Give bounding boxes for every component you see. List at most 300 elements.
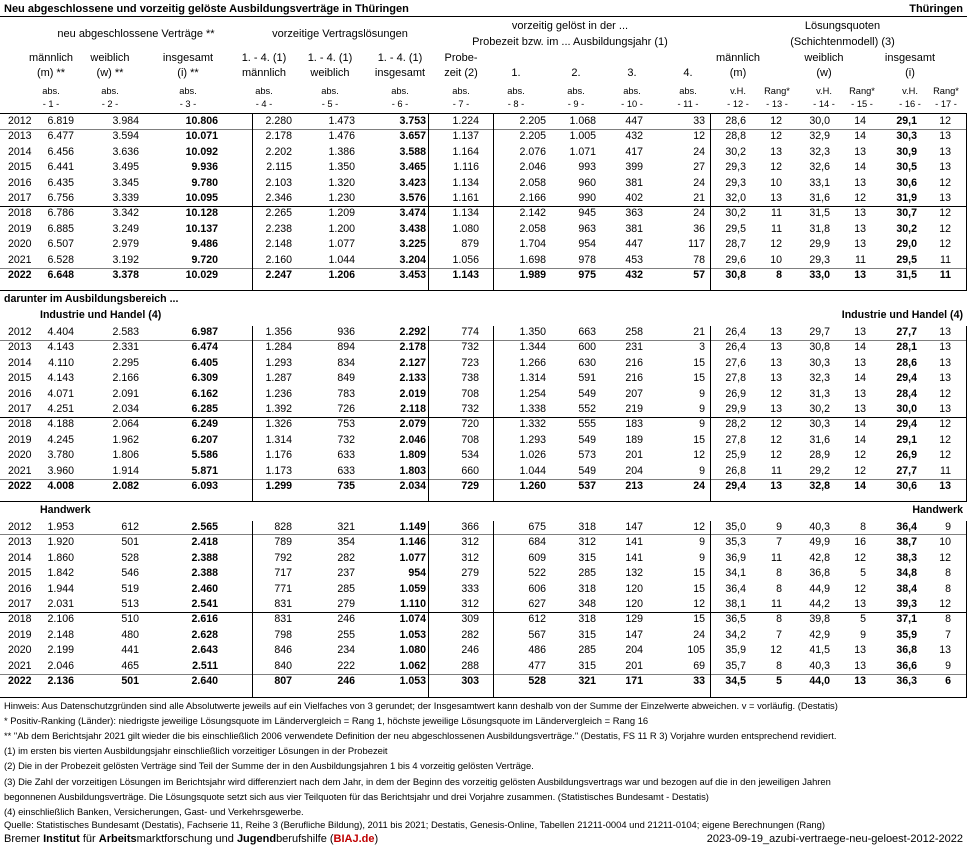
row-year: 2019 bbox=[8, 628, 32, 641]
table-cell: 34,5 bbox=[725, 675, 746, 687]
table-cell: 11 bbox=[771, 598, 782, 610]
table-cell: 13 bbox=[854, 356, 866, 369]
table-cell: 35,0 bbox=[725, 521, 746, 533]
table-cell: 13 bbox=[770, 372, 782, 385]
row-year: 2016 bbox=[8, 387, 32, 400]
table-cell: 6.093 bbox=[191, 480, 218, 492]
table-cell: 13 bbox=[854, 269, 866, 281]
region-label: Thüringen bbox=[909, 3, 963, 15]
table-cell: 255 bbox=[337, 628, 355, 641]
column-header-n-12: - 12 - bbox=[727, 99, 749, 109]
table-cell: 1.209 bbox=[328, 207, 355, 220]
table-cell: 1.173 bbox=[265, 464, 292, 477]
table-cell: 2.199 bbox=[47, 644, 74, 657]
table-cell: 12 bbox=[939, 418, 951, 431]
table-cell: 1.074 bbox=[399, 613, 426, 626]
table-cell: 13 bbox=[854, 644, 866, 657]
table-cell: 12 bbox=[939, 387, 951, 400]
table-cell: 3 bbox=[699, 341, 705, 354]
table-cell: 10.806 bbox=[185, 115, 218, 127]
table-cell: 2.205 bbox=[519, 130, 546, 143]
table-cell: 29,6 bbox=[725, 253, 746, 266]
group-header-quoten-1: Lösungsquoten bbox=[804, 20, 881, 32]
table-cell: 2.046 bbox=[47, 659, 74, 672]
table-cell: 6.756 bbox=[47, 192, 74, 204]
footnote-line: Hinweis: Aus Datenschutzgründen sind alle Absolutwerte jeweils auf ein Vielfaches von 3 gerundet; der Insgesamtwert kann deshalb von der Summe der Einzelwerte abweichen. v = vorläufig. (Destatis) bbox=[4, 700, 838, 711]
table-cell: 399 bbox=[625, 161, 643, 174]
table-cell: 6.207 bbox=[191, 433, 218, 446]
table-cell: 13 bbox=[854, 403, 866, 415]
table-cell: 234 bbox=[337, 644, 355, 657]
table-cell: 1.077 bbox=[328, 238, 355, 251]
table-cell: 1.062 bbox=[399, 659, 426, 672]
table-cell: 573 bbox=[578, 449, 596, 462]
table-cell: 2.643 bbox=[191, 644, 218, 657]
table-cell: 201 bbox=[625, 659, 643, 672]
rule-line bbox=[0, 206, 967, 207]
table-cell: 3.378 bbox=[112, 269, 139, 281]
table-cell: 36,8 bbox=[809, 567, 830, 580]
column-header-l2-5: weiblich bbox=[310, 67, 350, 79]
table-cell: 2.247 bbox=[265, 269, 292, 281]
table-cell: 38,4 bbox=[896, 582, 917, 595]
table-cell: 2.265 bbox=[265, 207, 292, 220]
table-cell: 9 bbox=[699, 387, 705, 400]
table-cell: 4.251 bbox=[47, 403, 74, 415]
table-cell: 6.474 bbox=[191, 341, 218, 354]
table-cell: 318 bbox=[578, 613, 596, 626]
table-cell: 12 bbox=[770, 115, 782, 127]
table-cell: 1.176 bbox=[265, 449, 292, 462]
row-year: 2017 bbox=[8, 598, 32, 610]
column-header-n-2: - 2 - bbox=[101, 99, 119, 109]
table-cell: 30,3 bbox=[809, 356, 830, 369]
table-cell: 29,1 bbox=[896, 433, 917, 446]
rule-line bbox=[0, 268, 967, 269]
column-header-u-16: v.H. bbox=[902, 86, 918, 96]
table-cell: 2.295 bbox=[112, 356, 139, 369]
row-year: 2022 bbox=[8, 480, 32, 492]
table-cell: 567 bbox=[528, 628, 546, 641]
table-cell: 32,3 bbox=[809, 145, 830, 158]
table-cell: 282 bbox=[337, 551, 355, 564]
table-cell: 3.225 bbox=[399, 238, 426, 251]
table-cell: 237 bbox=[337, 567, 355, 580]
table-cell: 1.026 bbox=[519, 449, 546, 462]
section-label-right: Handwerk bbox=[912, 504, 963, 516]
table-cell: 13 bbox=[939, 403, 951, 415]
table-cell: 32,0 bbox=[725, 192, 746, 204]
table-cell: 1.068 bbox=[569, 115, 596, 127]
table-cell: 12 bbox=[939, 222, 951, 235]
table-cell: 33,0 bbox=[809, 269, 830, 281]
table-cell: 13 bbox=[770, 480, 782, 492]
table-cell: 28,6 bbox=[725, 115, 746, 127]
table-cell: 6.441 bbox=[47, 161, 74, 174]
column-header-n-14: - 14 - bbox=[813, 99, 835, 109]
table-cell: 1.860 bbox=[47, 551, 74, 564]
table-cell: 12 bbox=[770, 418, 782, 431]
table-cell: 26,9 bbox=[896, 449, 917, 462]
table-cell: 2.076 bbox=[519, 145, 546, 158]
table-cell: 6.477 bbox=[47, 130, 74, 143]
table-cell: 627 bbox=[528, 598, 546, 610]
table-cell: 1.350 bbox=[328, 161, 355, 174]
table-cell: 12 bbox=[939, 598, 951, 610]
table-cell: 24 bbox=[693, 480, 705, 492]
rule-line bbox=[0, 113, 967, 114]
table-cell: 729 bbox=[461, 480, 479, 492]
column-header-u-9: abs. bbox=[567, 86, 585, 96]
table-cell: 3.960 bbox=[47, 464, 74, 477]
section-label: Handwerk bbox=[40, 504, 91, 516]
table-cell: 246 bbox=[337, 613, 355, 626]
table-cell: 2.616 bbox=[191, 613, 218, 626]
row-year: 2020 bbox=[8, 449, 32, 462]
table-cell: 6 bbox=[945, 675, 951, 687]
table-cell: 13 bbox=[939, 644, 951, 657]
table-cell: 6.507 bbox=[47, 238, 74, 251]
column-header-u-7: abs. bbox=[452, 86, 470, 96]
table-cell: 1.143 bbox=[452, 269, 479, 281]
table-cell: 990 bbox=[578, 192, 596, 204]
table-cell: 1.230 bbox=[328, 192, 355, 204]
table-cell: 6.456 bbox=[47, 145, 74, 158]
table-cell: 1.224 bbox=[452, 115, 479, 127]
column-header-u-13: Rang* bbox=[764, 86, 790, 96]
table-cell: 723 bbox=[461, 356, 479, 369]
row-year: 2019 bbox=[8, 433, 32, 446]
table-cell: 32,8 bbox=[809, 480, 830, 492]
row-year: 2020 bbox=[8, 644, 32, 657]
table-cell: 40,3 bbox=[809, 659, 830, 672]
table-cell: 13 bbox=[854, 222, 866, 235]
table-cell: 633 bbox=[337, 449, 355, 462]
table-cell: 840 bbox=[274, 659, 292, 672]
column-divider bbox=[710, 113, 711, 290]
table-cell: 31,6 bbox=[809, 192, 830, 204]
table-cell: 2.034 bbox=[399, 480, 426, 492]
table-cell: 936 bbox=[337, 326, 355, 338]
table-cell: 36,9 bbox=[725, 551, 746, 564]
table-cell: 6.405 bbox=[191, 356, 218, 369]
table-cell: 12 bbox=[939, 176, 951, 189]
column-divider bbox=[493, 326, 494, 501]
table-cell: 4.110 bbox=[48, 356, 74, 369]
table-cell: 1.293 bbox=[519, 433, 546, 446]
table-cell: 1.044 bbox=[519, 464, 546, 477]
table-cell: 13 bbox=[854, 176, 866, 189]
table-cell: 600 bbox=[578, 341, 596, 354]
table-cell: 11 bbox=[771, 222, 782, 235]
table-cell: 528 bbox=[121, 551, 139, 564]
table-cell: 333 bbox=[461, 582, 479, 595]
column-header-l2-7: zeit (2) bbox=[444, 67, 478, 79]
row-year: 2013 bbox=[8, 341, 32, 354]
table-cell: 3.576 bbox=[399, 192, 426, 204]
table-cell: 28,6 bbox=[896, 356, 917, 369]
table-cell: 609 bbox=[528, 551, 546, 564]
table-cell: 30,3 bbox=[896, 130, 917, 143]
row-year: 2021 bbox=[8, 253, 32, 266]
table-cell: 453 bbox=[625, 253, 643, 266]
column-header-l2-10: 3. bbox=[627, 67, 637, 79]
table-cell: 12 bbox=[939, 551, 951, 564]
table-cell: 5.871 bbox=[191, 464, 218, 477]
table-cell: 1.326 bbox=[265, 418, 292, 431]
column-divider bbox=[428, 113, 429, 290]
table-cell: 11 bbox=[940, 464, 951, 477]
table-cell: 312 bbox=[461, 536, 479, 549]
table-cell: 735 bbox=[337, 480, 355, 492]
table-cell: 279 bbox=[337, 598, 355, 610]
table-cell: 12 bbox=[939, 433, 951, 446]
table-cell: 945 bbox=[578, 207, 596, 220]
column-header-n-15: - 15 - bbox=[851, 99, 873, 109]
table-cell: 40,3 bbox=[809, 521, 830, 533]
table-cell: 222 bbox=[337, 659, 355, 672]
footnote-line: (4) einschließlich Banken, Versicherungen, Gast- und Verkehrsgewerbe. bbox=[4, 806, 304, 817]
table-cell: 14 bbox=[854, 433, 866, 446]
table-cell: 2.046 bbox=[399, 433, 426, 446]
table-cell: 2.238 bbox=[265, 222, 292, 235]
table-cell: 141 bbox=[625, 551, 643, 564]
table-cell: 1.254 bbox=[519, 387, 546, 400]
table-cell: 2.346 bbox=[265, 192, 292, 204]
table-cell: 28,9 bbox=[809, 449, 830, 462]
column-header-u-6: abs. bbox=[391, 86, 409, 96]
table-cell: 8 bbox=[776, 613, 782, 626]
table-cell: 38,7 bbox=[896, 536, 917, 549]
table-cell: 12 bbox=[770, 161, 782, 174]
table-cell: 11 bbox=[771, 207, 782, 220]
table-cell: 828 bbox=[274, 521, 292, 533]
table-cell: 31,6 bbox=[809, 433, 830, 446]
table-cell: 3.780 bbox=[47, 449, 74, 462]
table-cell: 285 bbox=[337, 582, 355, 595]
table-cell: 12 bbox=[770, 449, 782, 462]
column-header-l1-6: 1. - 4. (1) bbox=[377, 52, 423, 64]
table-cell: 684 bbox=[528, 536, 546, 549]
table-cell: 309 bbox=[461, 613, 479, 626]
table-cell: 26,8 bbox=[725, 464, 746, 477]
table-cell: 13 bbox=[939, 372, 951, 385]
table-cell: 3.204 bbox=[399, 253, 426, 266]
table-cell: 171 bbox=[625, 675, 643, 687]
subset-heading: darunter im Ausbildungsbereich ... bbox=[4, 293, 179, 305]
table-cell: 2.205 bbox=[519, 115, 546, 127]
table-cell: 132 bbox=[625, 567, 643, 580]
table-cell: 2.127 bbox=[399, 356, 426, 369]
table-cell: 16 bbox=[854, 536, 866, 549]
table-cell: 12 bbox=[770, 433, 782, 446]
table-cell: 849 bbox=[337, 372, 355, 385]
table-cell: 29,9 bbox=[725, 403, 746, 415]
table-cell: 33 bbox=[693, 115, 705, 127]
table-cell: 1.920 bbox=[47, 536, 74, 549]
table-cell: 15 bbox=[693, 433, 705, 446]
table-cell: 675 bbox=[528, 521, 546, 533]
table-cell: 2.166 bbox=[519, 192, 546, 204]
table-cell: 2.142 bbox=[519, 207, 546, 220]
table-cell: 2.565 bbox=[191, 521, 218, 533]
table-cell: 2.118 bbox=[400, 403, 426, 415]
table-cell: 33 bbox=[693, 675, 705, 687]
footnote-line: (2) Die in der Probezeit gelösten Verträge sind Teil der Summe der in den Ausbildungsjahren 1 bis 4 vorzeitig gelösten Verträge. bbox=[4, 760, 534, 771]
table-cell: 34,1 bbox=[725, 567, 746, 580]
table-cell: 1.356 bbox=[265, 326, 292, 338]
table-cell: 6.786 bbox=[47, 207, 74, 220]
column-divider bbox=[252, 113, 253, 290]
table-cell: 5 bbox=[860, 613, 866, 626]
table-cell: 216 bbox=[625, 372, 643, 385]
table-cell: 792 bbox=[274, 551, 292, 564]
table-cell: 6.435 bbox=[47, 176, 74, 189]
table-cell: 28,8 bbox=[725, 130, 746, 143]
table-cell: 1.842 bbox=[47, 567, 74, 580]
table-cell: 402 bbox=[625, 192, 643, 204]
row-year: 2020 bbox=[8, 238, 32, 251]
table-cell: 2.103 bbox=[265, 176, 292, 189]
table-cell: 49,9 bbox=[809, 536, 830, 549]
table-cell: 147 bbox=[625, 628, 643, 641]
table-cell: 552 bbox=[578, 403, 596, 415]
table-cell: 32,9 bbox=[809, 130, 830, 143]
table-cell: 1.134 bbox=[452, 207, 479, 220]
column-header-u-15: Rang* bbox=[849, 86, 875, 96]
table-cell: 2.388 bbox=[191, 551, 218, 564]
table-cell: 7 bbox=[776, 628, 782, 641]
table-cell: 258 bbox=[625, 326, 643, 338]
table-cell: 1.116 bbox=[453, 161, 479, 174]
column-header-n-13: - 13 - bbox=[766, 99, 788, 109]
table-cell: 9 bbox=[945, 659, 951, 672]
table-cell: 432 bbox=[625, 269, 643, 281]
table-cell: 13 bbox=[939, 480, 951, 492]
rule-line bbox=[0, 417, 967, 418]
rule-line bbox=[0, 16, 967, 17]
column-header-u-17: Rang* bbox=[933, 86, 959, 96]
table-cell: 9 bbox=[699, 551, 705, 564]
row-year: 2018 bbox=[8, 207, 32, 220]
table-cell: 29,4 bbox=[896, 372, 917, 385]
table-cell: 612 bbox=[528, 613, 546, 626]
column-header-u-3: abs. bbox=[179, 86, 197, 96]
table-cell: 8 bbox=[945, 613, 951, 626]
table-cell: 528 bbox=[528, 675, 546, 687]
table-cell: 13 bbox=[854, 675, 866, 687]
rule-line bbox=[0, 501, 967, 502]
table-cell: 3.342 bbox=[112, 207, 139, 220]
table-cell: 34,8 bbox=[896, 567, 917, 580]
table-cell: 2.058 bbox=[519, 222, 546, 235]
table-cell: 2.064 bbox=[112, 418, 139, 431]
table-cell: 120 bbox=[625, 582, 643, 595]
table-cell: 6.249 bbox=[191, 418, 218, 431]
table-cell: 26,4 bbox=[725, 341, 746, 354]
table-cell: 13 bbox=[939, 356, 951, 369]
table-cell: 42,8 bbox=[809, 551, 830, 564]
table-cell: 13 bbox=[770, 341, 782, 354]
table-cell: 2.034 bbox=[112, 403, 139, 415]
table-cell: 1.314 bbox=[265, 433, 292, 446]
column-header-l2-16: (i) bbox=[905, 67, 915, 79]
table-cell: 10 bbox=[939, 536, 951, 549]
table-cell: 315 bbox=[578, 551, 596, 564]
rule-line bbox=[0, 674, 967, 675]
group-header-neu: neu abgeschlossene Verträge ** bbox=[57, 28, 215, 40]
table-cell: 30,9 bbox=[896, 145, 917, 158]
table-cell: 1.473 bbox=[328, 115, 355, 127]
table-cell: 501 bbox=[121, 675, 139, 687]
table-cell: 2.148 bbox=[47, 628, 74, 641]
table-cell: 3.465 bbox=[399, 161, 426, 174]
table-cell: 12 bbox=[854, 464, 866, 477]
table-cell: 21 bbox=[693, 326, 705, 338]
table-cell: 789 bbox=[274, 536, 292, 549]
table-cell: 486 bbox=[528, 644, 546, 657]
table-cell: 141 bbox=[625, 536, 643, 549]
table-cell: 606 bbox=[528, 582, 546, 595]
table-cell: 216 bbox=[625, 356, 643, 369]
table-cell: 21 bbox=[693, 192, 705, 204]
table-cell: 27,7 bbox=[896, 326, 917, 338]
table-cell: 1.077 bbox=[399, 551, 426, 564]
table-cell: 1.161 bbox=[452, 192, 479, 204]
table-cell: 30,2 bbox=[725, 207, 746, 220]
row-year: 2014 bbox=[8, 356, 32, 369]
column-header-l2-2: (w) ** bbox=[96, 67, 124, 79]
footnote-line: Quelle: Statistisches Bundesamt (Destatis), Fachserie 11, Reihe 3 (Berufliche Bildung), 2011 bis 2021; Destatis, Genesis-Online, Tabellen 21211-0004 und 21211-0104; eigene Berechnungen (Rang) bbox=[4, 819, 825, 830]
table-cell: 35,9 bbox=[725, 644, 746, 657]
table-cell: 44,2 bbox=[809, 598, 830, 610]
table-cell: 30,3 bbox=[809, 418, 830, 431]
row-year: 2014 bbox=[8, 551, 32, 564]
column-header-u-14: v.H. bbox=[816, 86, 832, 96]
table-cell: 12 bbox=[939, 238, 951, 251]
table-cell: 36,8 bbox=[896, 644, 917, 657]
table-cell: 10.128 bbox=[185, 207, 218, 220]
column-header-u-5: abs. bbox=[321, 86, 339, 96]
row-year: 2012 bbox=[8, 521, 32, 533]
table-cell: 2.331 bbox=[112, 341, 139, 354]
table-cell: 27,7 bbox=[896, 464, 917, 477]
table-cell: 30,6 bbox=[896, 176, 917, 189]
table-cell: 321 bbox=[578, 675, 596, 687]
table-cell: 1.260 bbox=[519, 480, 546, 492]
table-cell: 28,4 bbox=[896, 387, 917, 400]
table-cell: 10.095 bbox=[185, 192, 218, 204]
row-year: 2014 bbox=[8, 145, 32, 158]
table-cell: 39,8 bbox=[809, 613, 830, 626]
table-cell: 1.236 bbox=[265, 387, 292, 400]
column-divider bbox=[428, 326, 429, 501]
table-cell: 633 bbox=[337, 464, 355, 477]
table-cell: 201 bbox=[625, 449, 643, 462]
column-header-l1-1: männlich bbox=[28, 52, 74, 64]
table-cell: 38,3 bbox=[896, 551, 917, 564]
table-cell: 5 bbox=[776, 675, 782, 687]
table-cell: 954 bbox=[408, 567, 426, 580]
section-label: Industrie und Handel (4) bbox=[40, 309, 162, 321]
row-year: 2017 bbox=[8, 403, 32, 415]
table-cell: 831 bbox=[274, 613, 292, 626]
table-cell: 10.071 bbox=[185, 130, 218, 143]
row-year: 2013 bbox=[8, 130, 32, 143]
table-cell: 4.404 bbox=[47, 326, 74, 338]
column-divider bbox=[428, 521, 429, 697]
table-cell: 9 bbox=[699, 464, 705, 477]
